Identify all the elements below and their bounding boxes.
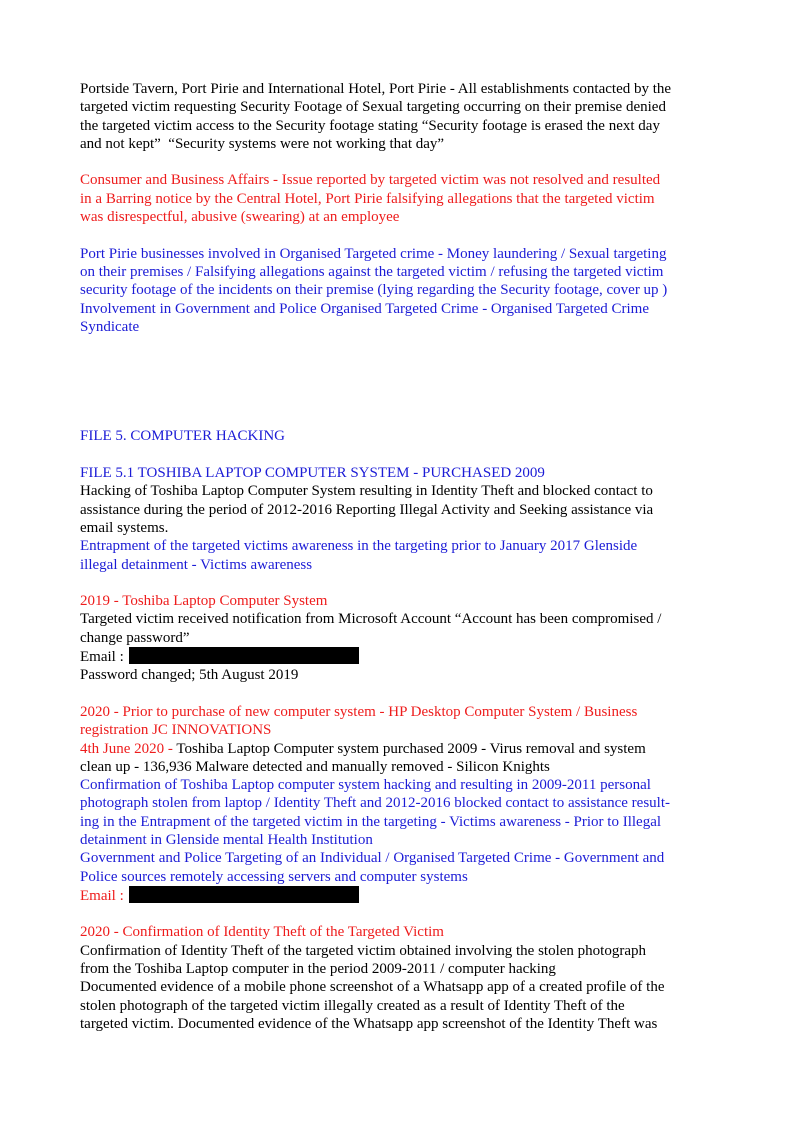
text-line: Police sources remotely accessing servers and computer systems (80, 868, 468, 885)
text-line: from the Toshiba Laptop computer in the period 2009-2011 / computer hacking (80, 961, 556, 978)
text-line: ing in the Entrapment of the targeted victim in the targeting - Victims awareness - Prior to Illegal (80, 813, 662, 830)
redaction-bar (129, 886, 359, 903)
file-5-1-section (80, 464, 720, 574)
text-line: photograph stolen from laptop / Identity Theft and 2012-2016 blocked contact to assistance result- (80, 795, 670, 812)
text-line: clean up - 136,936 Malware detected and manually removed - Silicon Knights (80, 758, 550, 775)
vertical-gap (80, 354, 720, 427)
section-2020-identity-theft (80, 923, 720, 1033)
text-line: stolen photograph of the targeted victim illegally created as a result of Identity Theft of the (80, 997, 625, 1014)
text-line: was disrespectful, abusive (swearing) at an employee (80, 209, 400, 226)
text-line: on their premises / Falsifying allegations against the targeted victim / refusing the targeted victim (80, 263, 664, 280)
text-line: Documented evidence of a mobile phone screenshot of a Whatsapp app of a created profile of the (80, 979, 665, 996)
paragraph-consumer-affairs (80, 171, 720, 226)
text-line: Port Pirie businesses involved in Organised Targeted crime - Money laundering / Sexual targeting (80, 245, 667, 262)
text-line: Targeted victim received notification from Microsoft Account “Account has been compromised / (80, 611, 662, 628)
document-page (80, 80, 720, 1052)
text-line: and not kept” “Security systems were not working that day” (80, 135, 445, 152)
text-line: targeted victim. Documented evidence of the Whatsapp app screenshot of the Identity Theft was (80, 1015, 658, 1032)
text-line: change password” (80, 629, 190, 646)
text-line: Government and Police Targeting of an Individual / Organised Targeted Crime - Government and (80, 850, 665, 867)
text-line (80, 740, 720, 758)
text-line: Confirmation of Identity Theft of the targeted victim obtained involving the stolen photograph (80, 942, 646, 959)
section-heading: registration JC INNOVATIONS (80, 722, 272, 739)
text-line: targeted victim requesting Security Footage of Sexual targeting occurring on their premise denied (80, 99, 666, 116)
email-line (80, 647, 720, 666)
text-line: Portside Tavern, Port Pirie and International Hotel, Port Pirie - All establishments contacted by the (80, 81, 672, 97)
text-line: Password changed; 5th August 2019 (80, 667, 299, 684)
date-label: 4th June 2020 - (80, 740, 177, 757)
section-heading: 2019 - Toshiba Laptop Computer System (80, 593, 328, 610)
text-line: Hacking of Toshiba Laptop Computer System resulting in Identity Theft and blocked contact to (80, 483, 653, 500)
text-line: assistance during the period of 2012-2016 Reporting Illegal Activity and Seeking assistance via (80, 501, 654, 518)
paragraph-port-pirie-businesses (80, 245, 720, 336)
section-heading: 2020 - Prior to purchase of new computer system - HP Desktop Computer System / Business (80, 703, 638, 720)
redaction-bar (129, 647, 359, 664)
file-5-heading (80, 427, 720, 445)
text-line: in a Barring notice by the Central Hotel, Port Pirie falsifying allegations that the targeted victim (80, 190, 655, 207)
section-heading: 2020 - Confirmation of Identity Theft of the Targeted Victim (80, 924, 444, 941)
section-heading: FILE 5.1 TOSHIBA LAPTOP COMPUTER SYSTEM - PURCHASED 2009 (80, 465, 545, 482)
text-line: illegal detainment - Victims awareness (80, 556, 313, 573)
text-line: Confirmation of Toshiba Laptop computer system hacking and resulting in 2009-2011 personal (80, 777, 651, 794)
section-2020 (80, 703, 720, 905)
text-line: detainment in Glenside mental Health Institution (80, 831, 373, 848)
email-label: Email : (80, 649, 128, 666)
paragraph-portside-tavern (80, 80, 720, 153)
text-line: Consumer and Business Affairs - Issue reported by targeted victim was not resolved and resulted (80, 172, 661, 189)
text-line: Involvement in Government and Police Organised Targeted Crime - Organised Targeted Crime (80, 300, 650, 317)
section-2019 (80, 592, 720, 684)
text-line: Syndicate (80, 318, 140, 335)
text-line: the targeted victim access to the Security footage stating “Security footage is erased the next day (80, 117, 660, 134)
email-label: Email : (80, 887, 128, 904)
section-heading: FILE 5. COMPUTER HACKING (80, 428, 286, 445)
text-line: Entrapment of the targeted victims awareness in the targeting prior to January 2017 Glenside (80, 538, 638, 555)
email-line (80, 886, 720, 905)
text-line: email systems. (80, 519, 169, 536)
text-line: security footage of the incidents on their premise (lying regarding the Security footage, cover up ) (80, 282, 668, 299)
text-fragment: Toshiba Laptop Computer system purchased 2009 - Virus removal and system (176, 740, 646, 757)
